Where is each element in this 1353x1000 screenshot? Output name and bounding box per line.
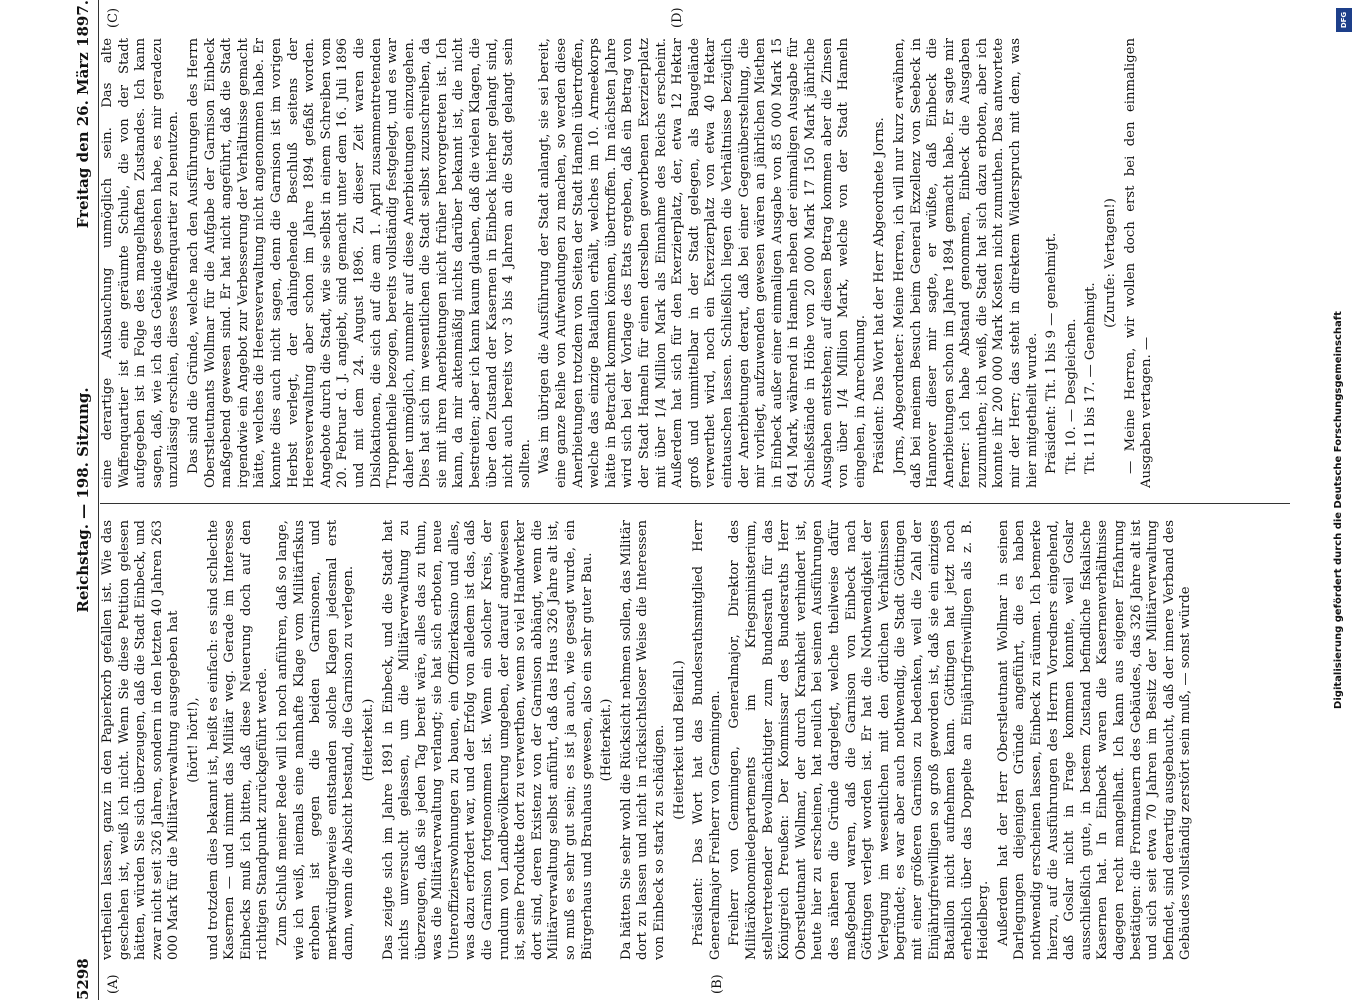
margin-marker-c: (C) — [106, 7, 121, 28]
title-approval: Tit. 10. — Desgleichen. — [1063, 318, 1079, 474]
column-divider — [100, 503, 1290, 504]
paragraph: Außerdem hat der Herr Oberstleutnant Wollmar in seinen Darlegungen diejenigen Gründe angeführt, die es haben nothwendig erscheinen lassen, Einbeck zu räumen. Ich bemerke hierzu, auf die Ausführungen des Herrn Vorredners eingehend, daß Goslar nicht in Frage kommen konnte, weil Goslar ausschließlich gute, in bestem Zustand befindliche fiskalische Kasernen hat. In Einbeck waren die Kasernenverhältnisse dagegen recht mangelhaft. Ich kann aus eigener Erfahrung bestätigen: die Frontmauern des Gebäudes, das 326 Jahre alt ist und sich seit etwa 70 Jahren im Besitz der Militärverwaltung befindet, sind derartig ausgebaucht, daß der innere Verband des Gebäudes vollständig zerstört sein muß, — sonst würde — [995, 520, 1194, 960]
paragraph: und trotzdem dies bekannt ist, heißt es einfach: es sind schlechte Kasernen — und nimmt das Militär weg. Gerade im Interesse Einbecks muß ich bitten, daß diese Neuerung doch auf den richtigen Standpunkt zurückgeführt werde. — [205, 520, 271, 960]
paragraph: Da hätten Sie sehr wohl die Rücksicht nehmen sollen, das Militär dort zu lassen und nicht in rücksichtsloser Weise die Interessen von Einbeck so stark zu schädigen. — [618, 520, 667, 960]
interjection: (Heiterkeit.) — [360, 698, 376, 782]
paragraph: Das zeigte sich im Jahre 1891 in Einbeck, und die Stadt hat nichts unversucht gelassen, um die Militärverwaltung zu überzeugen, daß sie jeden Tag bereit wäre, alles das zu thun, was die Militärverwaltung verlangt; sie hat sich erboten, neue Unteroffizierswohnungen zu bauen, ein Offizierkasino und alles, was dazu erfordert war, und der Erfolg von alledem ist das, daß die Garnison fortgenommen ist. Wenn ein solcher Kreis, der rundum von Landbevölkerung umgeben, der darauf angewiesen ist, seine Produkte dort zu verwerthen, wenn so viel Handwerker dort sind, deren Existenz von der Garnison abhängt, wenn die Militärverwaltung selbst anführt, daß das Haus 326 Jahre alt ist, so muß es sehr gut sein; es ist ja auch, wie gesagt wurde, ein Bürgerhaus und Brauhaus gewesen, also ein sehr guter Bau. — [380, 520, 595, 960]
dfg-logo — [1336, 8, 1352, 32]
title-approval: Tit. 11 bis 17. — Genehmigt. — [1083, 282, 1099, 474]
digitization-note: Digitalisierung gefördert durch die Deutsche Forschungsgemeinschaft — [1333, 311, 1344, 709]
paragraph: vertheilen lassen, ganz in den Papierkorb gefallen ist. Wie das geschehen ist, weiß ich nicht. Wenn Sie diese Petition gelesen hätten, würden Sie sich überzeugen, daß die Stadt Einbeck, und zwar nicht seit 326 Jahren, sondern in den letzten 40 Jahren 263 000 Mark für die Militärverwaltung ausgegeben hat — [100, 520, 182, 960]
margin-marker-b: (B) — [710, 974, 725, 994]
interjection: (hört! hört!), — [185, 697, 201, 783]
interjection: (Heiterkeit.) — [599, 698, 615, 782]
dfg-logo-text: DFG — [1340, 11, 1348, 29]
session-date: Freitag den 26. März 1897. — [74, 0, 92, 229]
paragraph: eine derartige Ausbauchung unmöglich sein. Das alte Waffenquartier ist eine geräumte Schule, die von der Stadt aufgegeben ist in Folge des mangelhaften Zustandes. Ich kann sagen, daß, wie ich das Gebäude gesehen habe, es mir geradezu unzulässig erschien, dieses Waffenquartier zu benutzen. — [100, 38, 182, 488]
speaker-paragraph: Freiherr von Gemmingen, Generalmajor, Direktor des Militärökonomiedepartements im Kriegsministerium, stellvertretender Bevollmächtigter zum Bundesrath für das Königreich Preußen: Der Kommissar des Bundesraths Herr Oberstleutnant Wollmar, der durch Krankheit verhindert ist, heute hier zu erscheinen, hat neulich bei seinen Ausführungen des näheren die Gründe dargelegt, welche theilweise dafür maßgebend waren, daß die Garnison von Einbeck nach Göttingen verlegt worden ist. Er hat die Nothwendigkeit der Verlegung im wesentlichen mit den örtlichen Verhältnissen begründet; es war aber auch nothwendig, die Stadt Göttingen mit einer größeren Garnison zu bedenken, weil die Zahl der Einjährigfreiwilligen so groß geworden ist, daß sie ein einziges Bataillon nicht aufnehmen kann. Göttingen hat jetzt noch erheblich über das Doppelte an Einjährigfreiwilligen als z. B. Heidelberg. — [727, 520, 992, 960]
page-header — [70, 0, 99, 1000]
president-statement: Präsident: Das Wort hat der Herr Abgeordnete Jorns. — [872, 117, 888, 474]
left-column — [100, 520, 1295, 960]
margin-marker-a: (A) — [106, 974, 121, 994]
right-column — [100, 38, 1295, 488]
paragraph: Zum Schluß meiner Rede will ich noch anführen, daß so lange, wie ich weiß, niemals eine namhafte Klage vom Militärfiskus erhoben ist gegen die beiden Garnisonen, und merkwürdigerweise entstanden solche Klagen jedesmal erst dann, wenn die Absicht bestand, die Garnison zu verlegen. — [274, 520, 357, 960]
paragraph: Was im übrigen die Ausführung der Stadt anlangt, sie sei bereit, eine ganze Reihe von Aufwendungen zu machen, so werden diese Anerbietungen trotzdem von Seiten der Stadt Hameln übertroffen, welche das einzige Bataillon erhält, welches im 10. Armeekorps hätte in Betracht kommen können, übertroffen. Im nächsten Jahre wird sich bei der Vorlage des Etats ergeben, daß ein Betrag von der Stadt Hameln für einen derselben geworbenen Exerzierplatz mit über 1/4 Million Mark als Einnahme des Reichs erscheint. Außerdem hat sich für den Exerzierplatz, der, etwa 12 Hektar groß und unmittelbar in der Stadt gelegen, als Baugelände verwerthet wird, noch ein Exerzierplatz von etwa 40 Hektar eintauschen lassen. Schließlich liegen die Verhältnisse bezüglich der Anerbietungen derart, daß bei einer Gegenüberstellung, die mir vorliegt, aufzuwenden gewesen wären an jährlichen Miethen in Einbeck außer einer einmaligen Ausgabe von 85 000 Mark 15 641 Mark, während in Hameln neben der einmaligen Ausgabe für Schießstände in Höhe von 20 000 Mark 17 150 Mark jährliche Ausgaben entstehen; auf diesen Betrag kommen aber die Zinsen von über 1/4 Million Mark, welche von der Stadt Hameln eingehen, in Anrechnung. — [537, 38, 868, 488]
session-title: Reichstag. — 198. Sitzung. — [74, 387, 92, 613]
interjection: (Zurufe: Vertagen!) — [1103, 198, 1119, 328]
page-number: 5298 — [74, 958, 92, 1000]
speaker-paragraph: Jorns, Abgeordneter: Meine Herren, ich will nur kurz erwähnen, daß bei meinem Besuch beim General Exzellenz von Seebeck in Hannover dieser mir sagte, er wüßte, daß Einbeck die Anerbietungen schon im Jahre 1894 gemacht habe. Er sagte mir ferner: ich habe Abstand genommen, Einbeck die Ausgaben zuzumuthen; ich weiß, die Stadt hat sich dazu erboten, aber ich konnte ihr 200 000 Mark Kosten nicht zumuthen. Das antwortete mir der Herr; das steht in direktem Widerspruch mit dem, was hier mitgetheilt wurde. — [891, 38, 1040, 488]
president-statement: Präsident: Tit. 1 bis 9 — genehmigt. — [1044, 232, 1060, 474]
paragraph: Das sind die Gründe, welche nach den Ausführungen des Herrn Oberstleutnants Wollmar für die Aufgabe der Garnison Einbeck maßgebend gewesen sind. Er hat nicht angeführt, daß die Stadt irgendwie ein Angebot zur Verbesserung der Verhältnisse gemacht hätte, welches die Heeresverwaltung nicht angenommen habe. Er konnte dies auch nicht sagen, denn die Garnison ist im vorigen Herbst verlegt, der dahingehende Beschluß seitens der Heeresverwaltung aber schon im Jahre 1894 gefaßt worden. Angebote durch die Stadt, wie sie selbst in einem Schreiben vom 20. Februar d. J. angiebt, sind gemacht unter dem 16. Juli 1896 und mit dem 24. August 1896. Zu dieser Zeit waren die Dislokationen, die sich auf die am 1. April zusammentretenden Truppentheile bezogen, bereits vollständig festgelegt, und es war daher unmöglich, nunmehr auf diese Anerbietungen einzugehen. Dies hat sich im wesentlichen die Stadt selbst zuzuschreiben, da sie mit ihren Anerbietungen nicht früher hervorgetreten ist. Ich kann, da mir aktenmäßig nichts darüber bekannt ist, die nicht bestreiten; aber ich kann kaum glauben, daß die vielen Klagen, die über den Zustand der Kasernen in Einbeck hierher gelangt sind, nicht auch bereits vor 3 bis 4 Jahren an die Stadt gelangt sein sollten. — [185, 38, 533, 488]
president-statement: Präsident: Das Wort hat das Bundesrathsmitglied Herr Generalmajor Freiherr von Gemmingen. — [691, 520, 723, 960]
paragraph: — Meine Herren, wir wollen doch erst bei den einmaligen Ausgaben vertagen. — — [1122, 38, 1155, 488]
margin-marker-d: (D) — [670, 7, 685, 28]
interjection: (Heiterkeit und Beifall.) — [671, 660, 687, 820]
rotated-page — [70, 0, 1300, 1000]
